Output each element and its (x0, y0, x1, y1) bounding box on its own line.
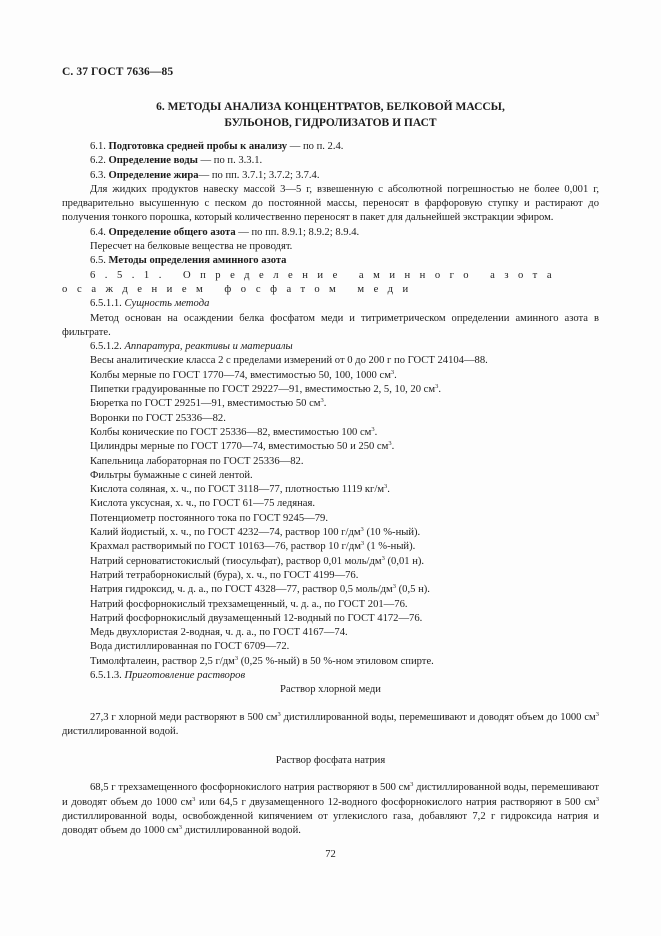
paragraph-6-5-1: 6.5.1. Определение аминного азота осаждением фосфатом меди (62, 269, 562, 295)
paragraph-method-essence: Метод основан на осаждении белка фосфатом меди и титриметрическом определении аминного азота в фильтрате. (62, 312, 599, 338)
copper-solution-heading: Раствор хлорной меди (280, 684, 381, 696)
equipment-item: Капельница лабораторная по ГОСТ 25336—82. (90, 455, 304, 467)
clause-number: 6.4. (90, 226, 109, 238)
paragraph-6-5-1-3 (62, 669, 599, 683)
clause-heading: Методы определения аминного азота (108, 255, 287, 267)
paragraph-liquid-products: Для жидких продуктов навеску массой 3—5 г, взвешенную с абсолютной погрешностью не более 0,001 г, предварительно высушенную с песком до постоянной массы, переносят в фарфоровую ступку и растирают до получения тонкого порошка, который количественно переносят в пакет для дальнейшей экстракции эфиром. (62, 183, 599, 224)
phosphate-solution-text: 68,5 г трехзамещенного фосфорнокислого натрия растворяют в 500 $см^3$ дистиллированной воды, перемешивают и доводят объем до 1000 $см^3$ или 64,5 г двузамещенного 12-водного фосфорнокислого натрия растворяют в 500 $см^3$ дистиллированной воды, освобожденной кипячением от углекислого газа, добавляют 7,2 г гидроксида натрия и доводят объем до 1000 $см^3$ дистиллированной водой. (62, 781, 600, 837)
paragraph-6-2 (62, 154, 599, 168)
paragraph-6-3 (62, 169, 599, 183)
clause-heading: Подготовка средней пробы к анализу (108, 141, 288, 152)
clause-heading: Определение общего азота (108, 226, 236, 238)
clause-number: 6.3. (90, 169, 109, 181)
clause-heading: Определение жира (108, 169, 199, 181)
equipment-item: Натрий фосфорнокислый двузамещенный 12-водный по ГОСТ 4172—76. (90, 612, 423, 624)
clause-number: 6.5. (90, 255, 109, 267)
clause-number: 6.5.1.1. (90, 298, 125, 310)
clause-text: — по п. 3.3.1. (197, 155, 263, 167)
equipment-item: Калий йодистый, х. ч., по ГОСТ 4232—74, раствор 100 $г/дм^3$ (10 %-ный). (90, 526, 421, 539)
section-title-line-2: БУЛЬОНОВ, ГИДРОЛИЗАТОВ И ПАСТ (224, 117, 437, 129)
clause-text: — по п. 2.4. (287, 141, 344, 152)
paragraph-6-4 (62, 226, 599, 240)
clause-heading: Сущность метода (124, 298, 210, 310)
clause-text: — по пп. 3.7.1; 3.7.2; 3.7.4. (198, 169, 320, 181)
paragraph-6-5 (62, 254, 599, 268)
equipment-item: Тимолфталеин, раствор 2,5 $г/дм^3$ (0,25 %-ный) в 50 %-ном этиловом спирте. (90, 654, 434, 667)
clause-number: 6.1. (90, 141, 109, 152)
equipment-item: Потенциометр постоянного тока по ГОСТ 9245—79. (90, 512, 328, 524)
clause-heading: Аппаратура, реактивы и материалы (124, 341, 293, 353)
equipment-item: Натрий серноватистокислый (тиосульфат), раствор 0,01 моль/$дм^3$ (0,01 н). (90, 554, 425, 567)
equipment-item: Медь двухлористая 2-водная, ч. д. а., по ГОСТ 4167—74. (90, 627, 348, 639)
equipment-item: Натрия гидроксид, ч. д. а., по ГОСТ 4328—77, раствор 0,5 моль/$дм^3$ (0,5 н). (90, 583, 430, 596)
equipment-item: Натрий тетраборнокислый (бура), х. ч., по ГОСТ 4199—76. (90, 569, 359, 581)
paragraph-recalc-note: Пересчет на белковые вещества не проводят. (90, 241, 293, 253)
section-title (62, 99, 599, 131)
page-header: С. 37 ГОСТ 7636—85 (62, 66, 174, 78)
equipment-item: Цилиндры мерные по ГОСТ 1770—74, вместимостью 50 и 250 $см^3$. (90, 440, 395, 453)
equipment-item: Колбы мерные по ГОСТ 1770—74, вместимостью 50, 100, 1000 $см^3$. (90, 368, 397, 381)
document-body (62, 140, 599, 839)
equipment-item: Крахмал растворимый по ГОСТ 10163—76, раствор 10 $г/дм^3$ (1 %-ный). (90, 540, 416, 553)
equipment-item: Пипетки градуированные по ГОСТ 29227—91, вместимостью 2, 5, 10, 20 $см^3$. (90, 383, 441, 396)
equipment-item: Фильтры бумажные с синей лентой. (90, 469, 253, 481)
paragraph-6-5-1-1 (62, 297, 599, 311)
equipment-item: Вода дистиллированная по ГОСТ 6709—72. (90, 641, 290, 653)
equipment-item: Бюретка по ГОСТ 29251—91, вместимостью 50 $см^3$. (90, 397, 327, 410)
equipment-item: Воронки по ГОСТ 25336—82. (90, 412, 226, 424)
equipment-item: Весы аналитические класса 2 с пределами измерений от 0 до 200 г по ГОСТ 24104—88. (90, 355, 488, 367)
section-title-line-1: 6. МЕТОДЫ АНАЛИЗА КОНЦЕНТРАТОВ, БЕЛКОВОЙ МАССЫ, (156, 101, 505, 113)
clause-number: 6.5.1.3. (90, 669, 125, 681)
clause-text: — по пп. 8.9.1; 8.9.2; 8.9.4. (235, 226, 360, 238)
equipment-item: Колбы конические по ГОСТ 25336—82, вместимостью 100 $см^3$. (90, 425, 378, 438)
equipment-item: Натрий фосфорнокислый трехзамещенный, ч. д. а., по ГОСТ 201—76. (90, 598, 408, 610)
clause-number: 6.2. (90, 155, 109, 167)
equipment-item: Кислота уксусная, х. ч., по ГОСТ 61—75 ледяная. (90, 498, 316, 510)
phosphate-solution-heading: Раствор фосфата натрия (275, 755, 386, 767)
paragraph-6-5-1-2 (62, 340, 599, 354)
clause-heading: Приготовление растворов (124, 669, 246, 681)
clause-number: 6.5.1.2. (90, 341, 125, 353)
copper-solution-text: 27,3 г хлорной меди растворяют в 500 $см^3$ дистиллированной воды, перемешивают и доводят объем до 1000 $см^3$ дистиллированной водой. (62, 710, 599, 737)
page-number: 72 (325, 849, 336, 860)
clause-heading: Определение воды (108, 155, 198, 167)
equipment-item: Кислота соляная, х. ч., по ГОСТ 3118—77, плотностью 1119 $кг/м^3$. (90, 483, 390, 496)
paragraph-6-1 (62, 140, 599, 154)
